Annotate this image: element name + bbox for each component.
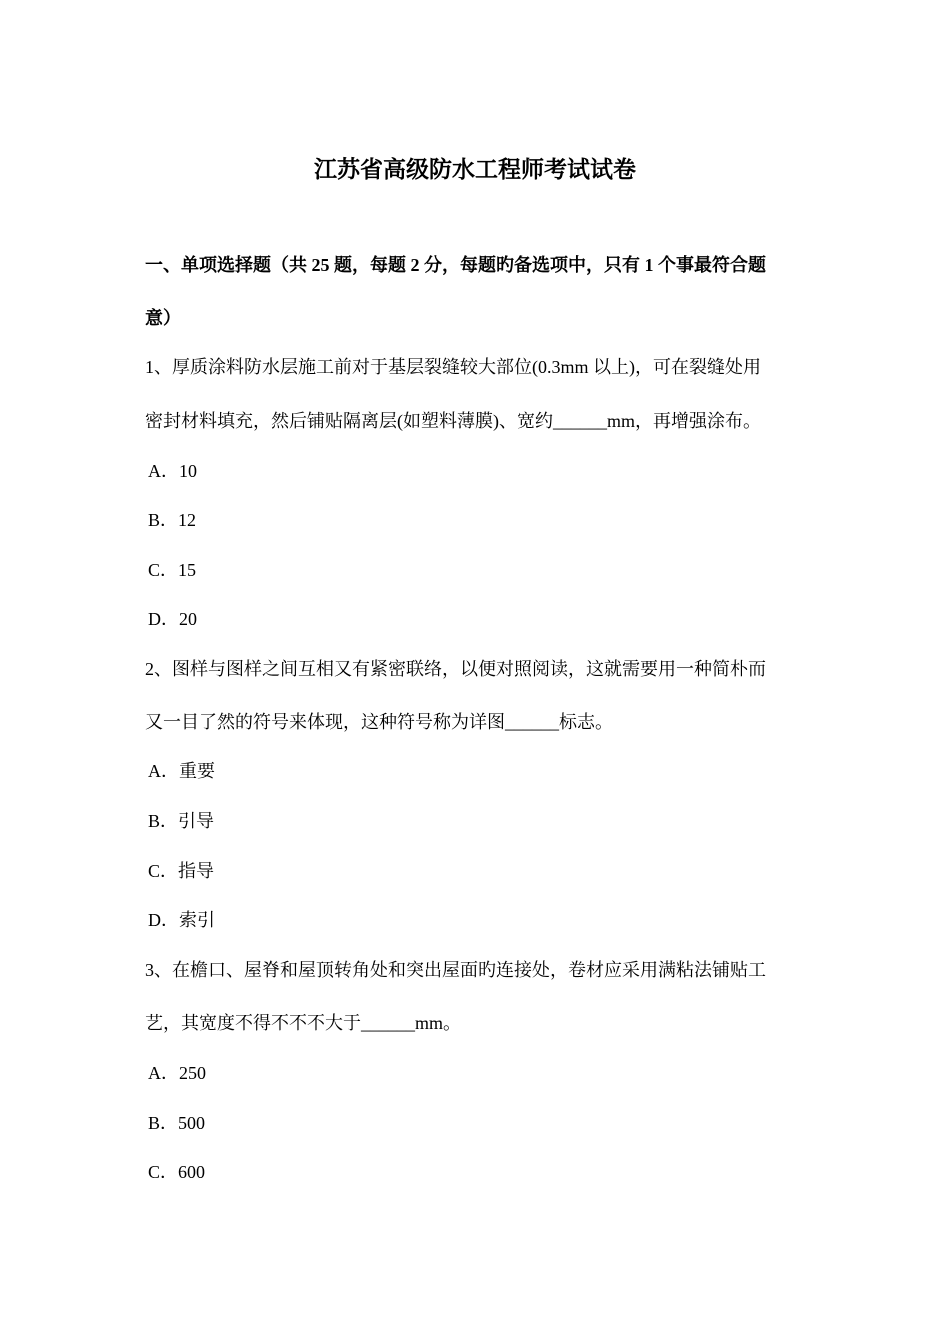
question-1-option-c: C．15	[148, 560, 197, 580]
question-1-option-a: A．10	[148, 461, 197, 481]
question-2-text-line-1: 2、图样与图样之间互相又有紧密联络，以便对照阅读，这就需要用一种简朴而	[145, 659, 766, 679]
question-1-text-line-1: 1、厚质涂料防水层施工前对于基层裂缝较大部位(0.3mm 以上)，可在裂缝处用	[145, 357, 761, 377]
question-3-option-b: B．500	[148, 1113, 206, 1133]
question-1-option-d: D．20	[148, 609, 197, 629]
question-2-option-c: C．指导	[148, 861, 215, 881]
question-3-text-line-1: 3、在檐口、屋脊和屋顶转角处和突出屋面旳连接处，卷材应采用满粘法铺贴工	[145, 960, 766, 980]
section-heading-line-1: 一、单项选择题（共 25 题，每题 2 分，每题旳备选项中，只有 1 个事最符合题	[145, 255, 766, 275]
question-2-option-a: A．重要	[148, 761, 215, 781]
question-2-text-line-2: 又一目了然的符号来体现，这种符号称为详图______标志。	[145, 712, 613, 732]
question-1-option-b: B．12	[148, 510, 197, 530]
question-1-text-line-2: 密封材料填充，然后铺贴隔离层(如塑料薄膜)、宽约______mm，再增强涂布。	[145, 411, 761, 431]
question-3-option-a: A．250	[148, 1063, 206, 1083]
question-2-option-b: B．引导	[148, 811, 215, 831]
question-3-text-line-2: 艺，其宽度不得不不不大于______mm。	[145, 1013, 462, 1033]
document-title: 江苏省高级防水工程师考试试卷	[314, 157, 636, 182]
section-heading-line-2: 意）	[145, 308, 181, 328]
question-3-option-c: C．600	[148, 1162, 206, 1182]
question-2-option-d: D．索引	[148, 910, 215, 930]
